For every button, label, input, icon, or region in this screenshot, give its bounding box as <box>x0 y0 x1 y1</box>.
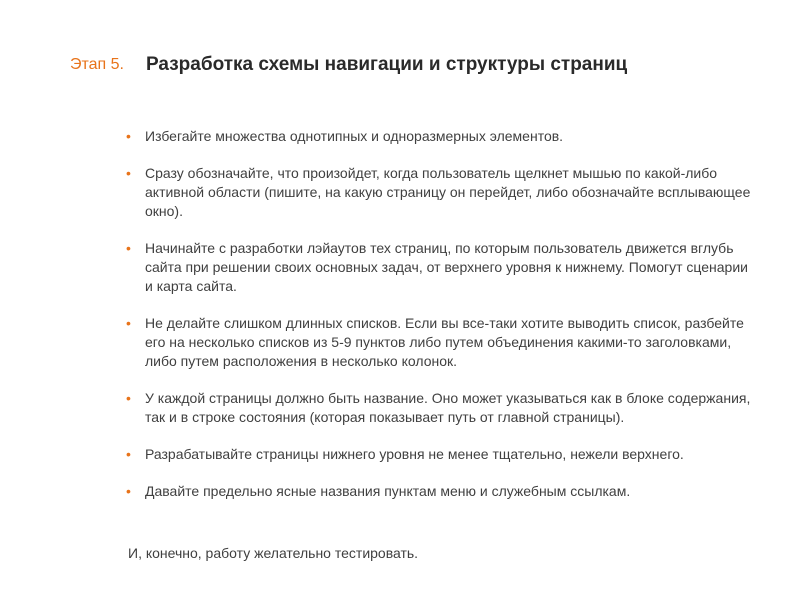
bullet-dot-icon: • <box>126 315 131 331</box>
bullet-item <box>126 389 756 427</box>
bullet-dot-icon: • <box>126 240 131 256</box>
bullet-text: Давайте предельно ясные названия пунктам меню и служебным ссылкам. <box>145 483 631 499</box>
slide-title: Разработка схемы навигации и структуры страниц <box>146 54 628 75</box>
final-note: И, конечно, работу желательно тестировать. <box>128 545 419 561</box>
bullet-item <box>126 314 756 371</box>
bullet-dot-icon: • <box>126 165 131 181</box>
bullet-list <box>126 127 756 519</box>
bullet-text: Начинайте с разработки лэйаутов тех страниц, по которым пользователь движется вглубь сайта при решении своих основных задач, от верхнего уровня к нижнему. Помогут сценарии и карта сайта. <box>145 240 748 294</box>
bullet-item <box>126 239 756 296</box>
bullet-item <box>126 127 756 146</box>
bullet-item <box>126 445 756 464</box>
bullet-dot-icon: • <box>126 483 131 499</box>
bullet-dot-icon: • <box>126 128 131 144</box>
bullet-dot-icon: • <box>126 446 131 462</box>
bullet-text: Разрабатывайте страницы нижнего уровня не менее тщательно, нежели верхнего. <box>145 446 684 462</box>
bullet-text: Избегайте множества однотипных и одноразмерных элементов. <box>145 128 564 144</box>
bullet-text: Не делайте слишком длинных списков. Если вы все-таки хотите выводить список, разбейте его на несколько списков из 5-9 пунктов либо путем объединения какими-то заголовками, либо путем расположения в несколько колонок. <box>145 315 744 369</box>
bullet-item <box>126 164 756 221</box>
bullet-dot-icon: • <box>126 390 131 406</box>
stage-label: Этап 5. <box>70 56 124 73</box>
bullet-text: У каждой страницы должно быть название. Оно может указываться как в блоке содержания, так и в строке состояния (которая показывает путь от главной страницы). <box>145 390 751 425</box>
bullet-item <box>126 482 756 501</box>
bullet-text: Сразу обозначайте, что произойдет, когда пользователь щелкнет мышью по какой-либо активной области (пишите, на какую страницу он перейдет, либо обозначайте всплывающее окно). <box>145 165 751 219</box>
